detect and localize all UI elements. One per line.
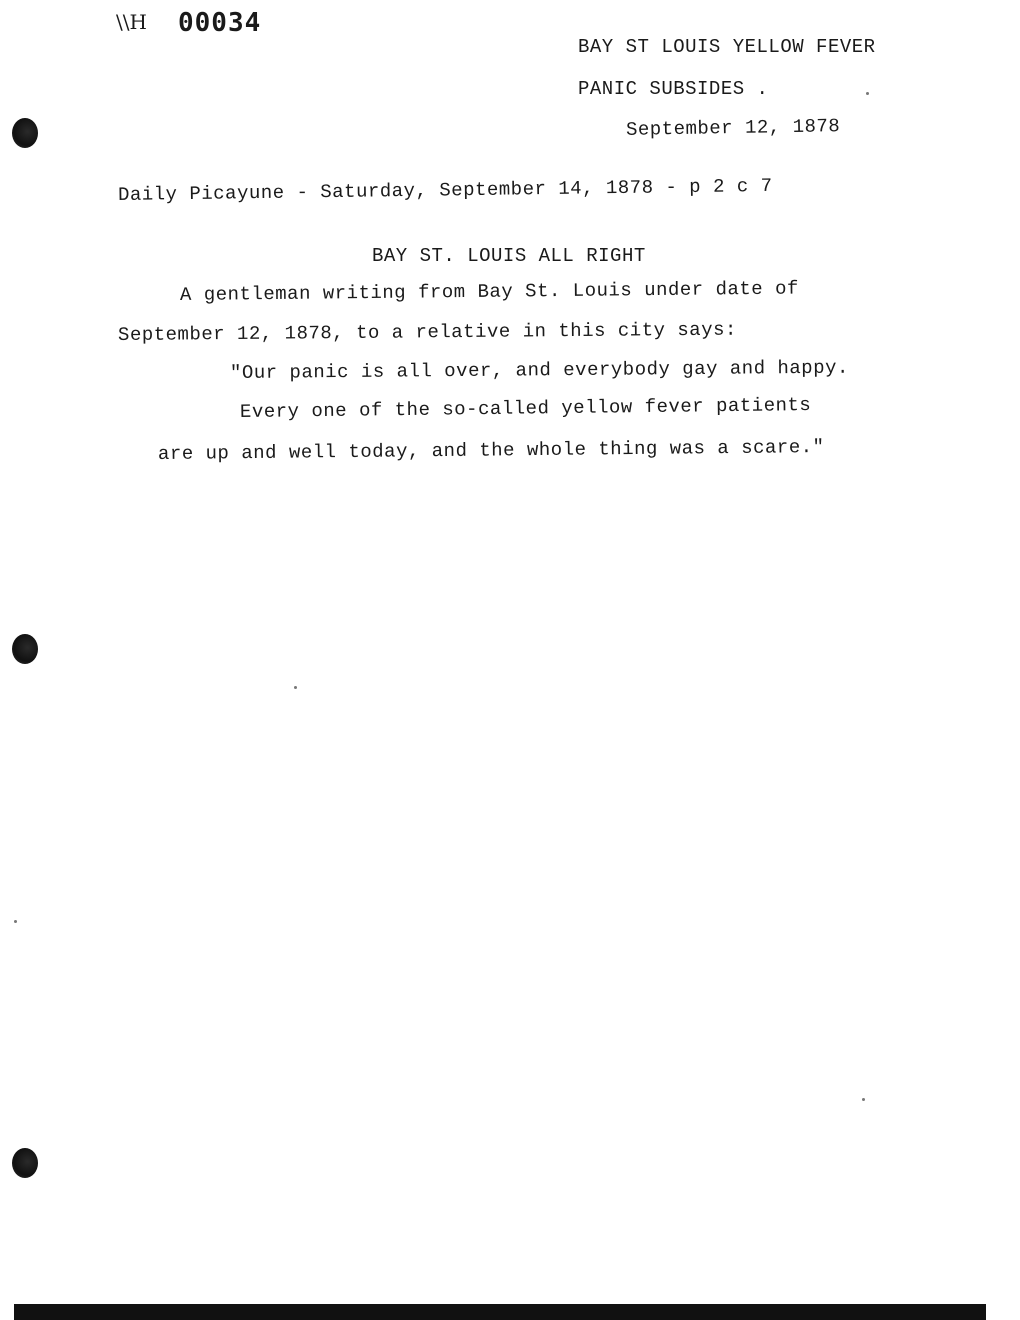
article-quote-line-3: are up and well today, and the whole thing was a scare." <box>157 436 825 465</box>
archive-mark: \\H <box>116 10 147 34</box>
scan-speck <box>862 1098 865 1101</box>
article-quote-line-2: Every one of the so-called yellow fever patients <box>239 394 812 423</box>
scan-speck <box>294 686 297 689</box>
article-intro-line-1: A gentleman writing from Bay St. Louis under date of <box>179 277 799 306</box>
punch-hole-middle <box>12 634 38 664</box>
document-number: 00034 <box>178 8 262 38</box>
heading-line-1: BAY ST LOUIS YELLOW FEVER <box>578 36 876 58</box>
article-intro-line-2: September 12, 1878, to a relative in this city says: <box>117 318 737 346</box>
scan-speck <box>866 92 869 95</box>
article-title: BAY ST. LOUIS ALL RIGHT <box>372 245 646 267</box>
source-citation: Daily Picayune - Saturday, September 14, 1878 - p 2 c 7 <box>117 174 773 206</box>
punch-hole-bottom <box>12 1148 38 1178</box>
heading-date: September 12, 1878 <box>625 115 841 141</box>
article-quote-line-1: "Our panic is all over, and everybody gay and happy. <box>229 356 849 384</box>
scan-speck <box>14 920 17 923</box>
heading-line-2: PANIC SUBSIDES . <box>578 78 769 100</box>
scan-bottom-edge <box>14 1304 986 1320</box>
punch-hole-top <box>12 118 38 148</box>
